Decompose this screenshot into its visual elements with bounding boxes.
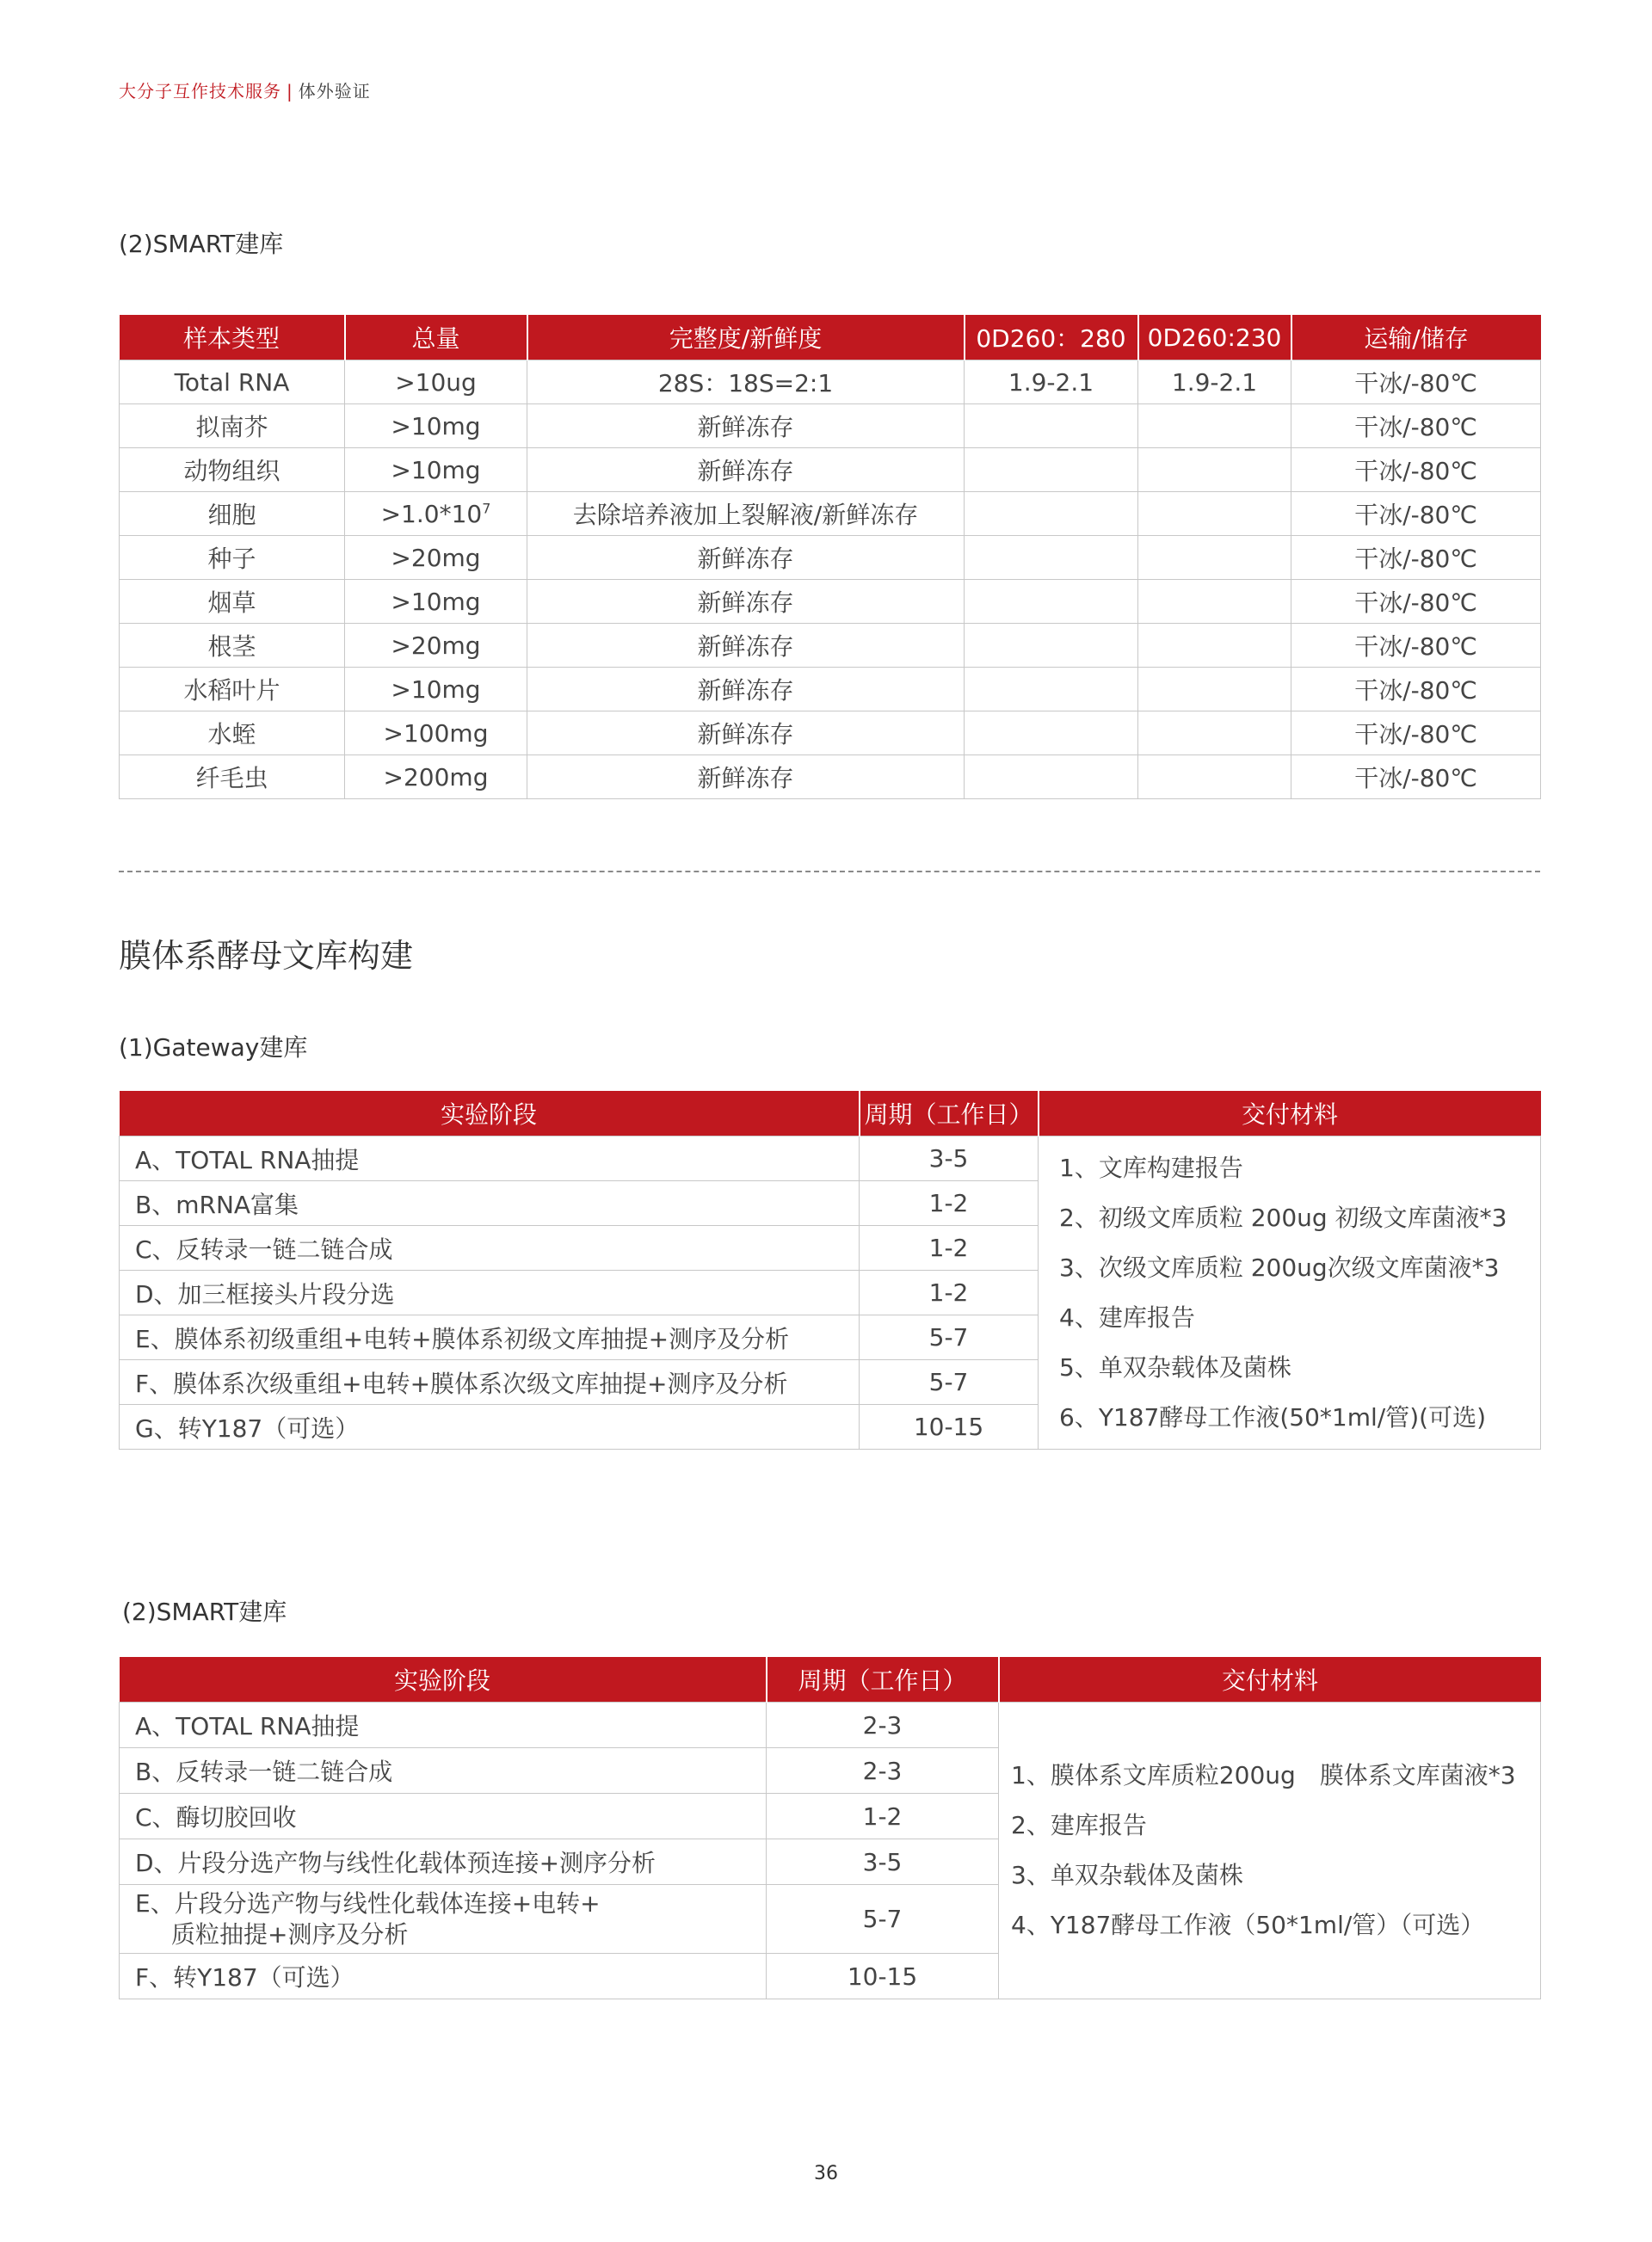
col-header-period: 周期（工作日） [767,1657,999,1703]
page-title: 膜体系酵母文库构建 [119,937,414,975]
period-cell: 1-2 [860,1181,1039,1226]
cell: 新鲜冻存 [527,668,965,711]
cell [1138,536,1291,580]
cell: 28S：18S=2:1 [527,360,965,404]
cell: 干冰/-80℃ [1291,755,1541,799]
period-cell: 3-5 [860,1136,1039,1181]
cell: 新鲜冻存 [527,711,965,755]
table-row [120,360,1541,404]
header-brand: 大分子互作技术服务 [119,81,281,102]
cell [1138,711,1291,755]
cell: 干冰/-80℃ [1291,624,1541,668]
table-header-row [120,1091,1541,1136]
deliverable-item: 3、单双杂载体及菌株 [1011,1861,1243,1889]
table-row [120,711,1541,755]
cell [965,580,1138,624]
deliverable-item: 4、Y187酵母工作液（50*1ml/管）（可选） [1011,1911,1485,1939]
deliverable-item: 5、单双杂载体及菌株 [1059,1352,1291,1382]
cell: 细胞 [120,492,345,536]
period-cell: 2-3 [767,1748,999,1794]
cell: 干冰/-80℃ [1291,668,1541,711]
cell [965,668,1138,711]
col-header-deliverables: 交付材料 [999,1657,1541,1703]
stage-cell: C、酶切胶回收 [120,1794,767,1839]
deliverable-item: 1、文库构建报告 [1059,1153,1243,1182]
period-cell: 3-5 [767,1839,999,1885]
cell: 拟南芥 [120,404,345,448]
stage-cell: F、膜体系次级重组+电转+膜体系次级文库抽提+测序及分析 [120,1360,860,1405]
cell: >200mg [345,755,527,799]
cell [1138,580,1291,624]
deliverable-item: 4、建库报告 [1059,1303,1195,1332]
cell: 1.9-2.1 [965,360,1138,404]
cell: 干冰/-80℃ [1291,580,1541,624]
table-header-row [120,315,1541,360]
cell: 新鲜冻存 [527,624,965,668]
stage-cell: A、TOTAL RNA抽提 [120,1136,860,1181]
col-header-period: 周期（工作日） [860,1091,1039,1136]
stage-cell: F、转Y187（可选） [120,1954,767,1999]
period-cell: 2-3 [767,1703,999,1748]
section-label-smart-library: (2)SMART建库 [122,1598,287,1626]
cell [965,624,1138,668]
cell: 水稻叶片 [120,668,345,711]
header-separator: | [287,81,293,102]
cell: 种子 [120,536,345,580]
header-section: 体外验证 [298,81,371,102]
cell [345,492,527,536]
dashed-divider [119,871,1540,872]
cell: 动物组织 [120,448,345,492]
stage-cell: E、膜体系初级重组+电转+膜体系初级文库抽提+测序及分析 [120,1315,860,1360]
stage-cell: G、转Y187（可选） [120,1405,860,1450]
cell: 去除培养液加上裂解液/新鲜冻存 [527,492,965,536]
cell [1138,448,1291,492]
stage-cell: D、片段分选产物与线性化载体预连接+测序分析 [120,1839,767,1885]
cell: 新鲜冻存 [527,536,965,580]
period-cell: 10-15 [860,1405,1039,1450]
cell: 新鲜冻存 [527,448,965,492]
cell: >10mg [345,404,527,448]
cell: >20mg [345,624,527,668]
cell: >10mg [345,668,527,711]
stage-cell: B、mRNA富集 [120,1181,860,1226]
cell-amount-exponent: 7 [482,500,491,517]
deliverable-item: 2、初级文库质粒 200ug 初级文库菌液*3 [1059,1203,1507,1232]
table-row [120,536,1541,580]
table-row [120,624,1541,668]
smart-library-table [119,1657,1541,1999]
cell: >10mg [345,448,527,492]
cell: >10mg [345,580,527,624]
stage-cell: A、TOTAL RNA抽提 [120,1703,767,1748]
cell: 干冰/-80℃ [1291,536,1541,580]
cell-amount-base: >1.0*10 [380,499,483,528]
period-cell: 5-7 [860,1360,1039,1405]
stage-cell: B、反转录一链二链合成 [120,1748,767,1794]
cell: 根茎 [120,624,345,668]
cell: >20mg [345,536,527,580]
period-cell: 5-7 [860,1315,1039,1360]
cell: 新鲜冻存 [527,580,965,624]
col-header-amount: 总量 [345,315,527,360]
col-header-od260-280: 0D260：280 [965,315,1138,360]
stage-line: E、片段分选产物与线性化载体连接+电转+ [135,1888,601,1918]
deliverable-item: 3、次级文库质粒 200ug次级文库菌液*3 [1059,1253,1500,1282]
page-number: 36 [814,2163,838,2184]
deliverables-cell [999,1703,1541,1999]
table-row [120,492,1541,536]
col-header-deliverables: 交付材料 [1039,1091,1541,1136]
col-header-od260-230: 0D260:230 [1138,315,1291,360]
table-row [120,580,1541,624]
stage-cell [120,1885,767,1954]
gateway-library-table [119,1091,1541,1450]
table-row [120,1703,1541,1748]
cell: Total RNA [120,360,345,404]
table-row [120,404,1541,448]
cell: 新鲜冻存 [527,404,965,448]
deliverable-item: 2、建库报告 [1011,1811,1147,1839]
cell [965,404,1138,448]
section-label-gateway: (1)Gateway建库 [119,1033,308,1062]
period-cell: 1-2 [767,1794,999,1839]
cell [1138,492,1291,536]
period-cell: 10-15 [767,1954,999,1999]
period-cell: 1-2 [860,1226,1039,1271]
stage-cell: D、加三框接头片段分选 [120,1271,860,1315]
cell [1138,755,1291,799]
table-row [120,1136,1541,1181]
stage-line: 质粒抽提+测序及分析 [171,1919,409,1949]
stage-cell: C、反转录一链二链合成 [120,1226,860,1271]
period-cell: 1-2 [860,1271,1039,1315]
cell: 烟草 [120,580,345,624]
cell: 水蛭 [120,711,345,755]
table-row [120,755,1541,799]
col-header-storage: 运输/储存 [1291,315,1541,360]
table-row [120,668,1541,711]
cell: >10ug [345,360,527,404]
cell [965,492,1138,536]
col-header-stage: 实验阶段 [120,1091,860,1136]
table-row [120,448,1541,492]
page-header [119,77,371,102]
cell [1138,404,1291,448]
section-label-smart-samples: (2)SMART建库 [119,230,284,258]
col-header-integrity: 完整度/新鲜度 [527,315,965,360]
cell [965,711,1138,755]
cell [965,536,1138,580]
deliverables-cell [1039,1136,1541,1450]
sample-requirements-table [119,315,1541,799]
cell: >100mg [345,711,527,755]
period-cell: 5-7 [767,1885,999,1954]
cell: 干冰/-80℃ [1291,492,1541,536]
cell: 干冰/-80℃ [1291,711,1541,755]
cell: 干冰/-80℃ [1291,448,1541,492]
cell [1138,668,1291,711]
cell: 纤毛虫 [120,755,345,799]
cell: 干冰/-80℃ [1291,360,1541,404]
deliverable-item: 6、Y187酵母工作液(50*1ml/管)(可选) [1059,1402,1486,1432]
cell [1138,624,1291,668]
cell: 1.9-2.1 [1138,360,1291,404]
cell [965,448,1138,492]
cell: 干冰/-80℃ [1291,404,1541,448]
col-header-stage: 实验阶段 [120,1657,767,1703]
table-header-row [120,1657,1541,1703]
cell [965,755,1138,799]
col-header-sample-type: 样本类型 [120,315,345,360]
cell: 新鲜冻存 [527,755,965,799]
deliverable-item: 1、膜体系文库质粒200ug 膜体系文库菌液*3 [1011,1761,1516,1789]
